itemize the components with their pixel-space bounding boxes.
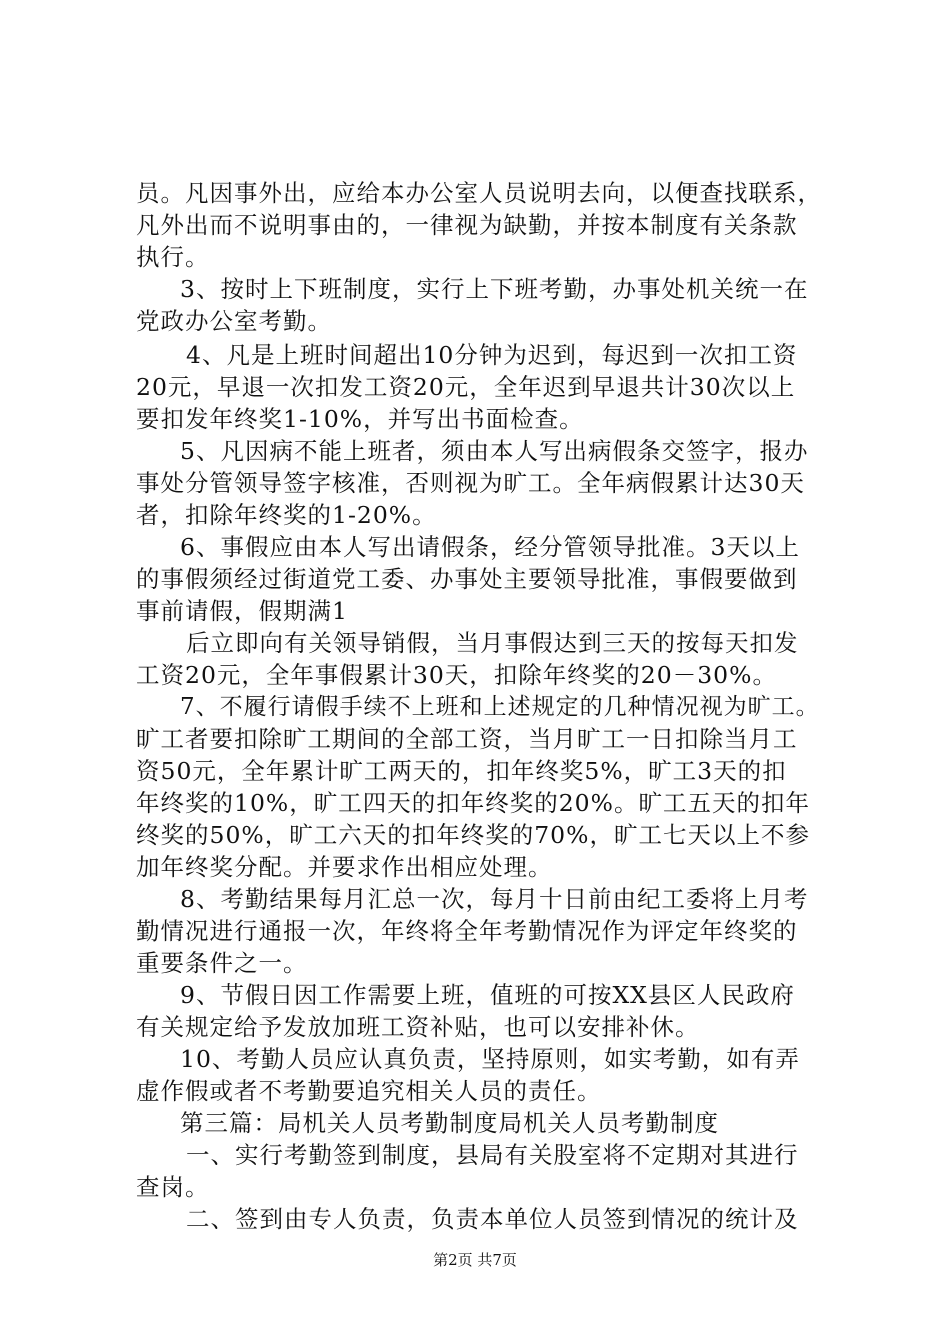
text-line: 20元，早退一次扣发工资20元，全年迟到早退共计30次以上 <box>136 373 796 401</box>
text-line: 重要条件之一。 <box>136 949 308 977</box>
text-line: 资50元，全年累计旷工两天的，扣年终奖5%，旷工3天的扣 <box>136 757 787 785</box>
text-line: 工资20元，全年事假累计30天，扣除年终奖的20－30%。 <box>136 661 777 689</box>
text-line: 二、签到由专人负责，负责本单位人员签到情况的统计及 <box>186 1205 799 1233</box>
text-line: 凡外出而不说明事由的，一律视为缺勤，并按本制度有关条款 <box>136 211 798 239</box>
text-line: 旷工者要扣除旷工期间的全部工资，当月旷工一日扣除当月工 <box>136 725 798 753</box>
text-line: 查岗。 <box>136 1173 210 1201</box>
text-line: 9、节假日因工作需要上班，值班的可按XX县区人民政府 <box>180 981 795 1009</box>
text-line: 要扣发年终奖1-10%，并写出书面检查。 <box>136 405 584 433</box>
text-line: 事处分管领导签字核准，否则视为旷工。全年病假累计达30天 <box>136 469 805 497</box>
text-line: 有关规定给予发放加班工资补贴，也可以安排补休。 <box>136 1013 700 1041</box>
text-line: 勤情况进行通报一次，年终将全年考勤情况作为评定年终奖的 <box>136 917 798 945</box>
text-line: 加年终奖分配。并要求作出相应处理。 <box>136 853 553 881</box>
text-line: 终奖的50%，旷工六天的扣年终奖的70%，旷工七天以上不参 <box>136 821 810 849</box>
text-line: 员。凡因事外出，应给本办公室人员说明去向，以便查找联系， <box>136 179 822 207</box>
text-line: 7、不履行请假手续不上班和上述规定的几种情况视为旷工。 <box>180 694 820 720</box>
text-line: 3、按时上下班制度，实行上下班考勤，办事处机关统一在 <box>180 275 809 303</box>
text-line: 执行。 <box>136 243 210 271</box>
text-line: 后立即向有关领导销假，当月事假达到三天的按每天扣发 <box>186 629 799 657</box>
text-line: 事前请假，假期满1 <box>136 597 348 625</box>
section-heading: 第三篇：局机关人员考勤制度局机关人员考勤制度 <box>180 1109 719 1137</box>
text-line: 6、事假应由本人写出请假条，经分管领导批准。3天以上 <box>180 533 800 561</box>
text-line: 年终奖的10%，旷工四天的扣年终奖的20%。旷工五天的扣年 <box>136 789 810 817</box>
text-line: 党政办公室考勤。 <box>136 307 332 335</box>
text-line: 者，扣除年终奖的1-20%。 <box>136 501 437 529</box>
text-line: 10、考勤人员应认真负责，坚持原则，如实考勤，如有弄 <box>180 1045 800 1073</box>
text-line: 一、实行考勤签到制度，县局有关股室将不定期对其进行 <box>186 1141 799 1169</box>
page-footer: 第2页 共7页 <box>433 1251 517 1269</box>
text-line: 的事假须经过街道党工委、办事处主要领导批准，事假要做到 <box>136 565 798 593</box>
text-line: 虚作假或者不考勤要追究相关人员的责任。 <box>136 1077 602 1105</box>
text-line: 8、考勤结果每月汇总一次，每月十日前由纪工委将上月考 <box>180 885 809 913</box>
text-line: 4、凡是上班时间超出10分钟为迟到，每迟到一次扣工资 <box>186 341 798 369</box>
text-line: 5、凡因病不能上班者，须由本人写出病假条交签字，报办 <box>180 437 809 465</box>
